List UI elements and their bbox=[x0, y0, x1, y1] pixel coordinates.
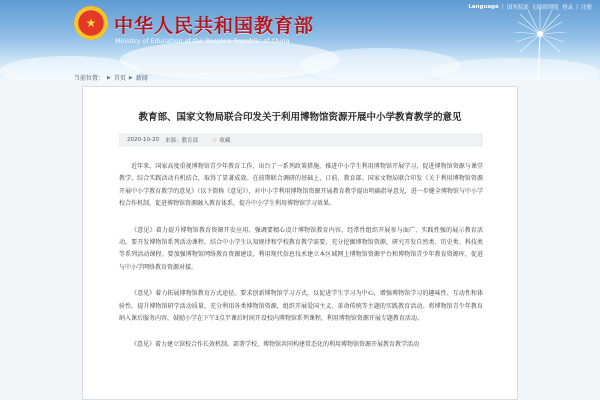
article-title: 教育部、国家文物局联合印发关于利用博物馆资源开展中小学教育教学的意见 bbox=[138, 112, 462, 123]
favorite-label: 收藏 bbox=[219, 138, 231, 144]
article-meta-bar bbox=[119, 133, 483, 147]
breadcrumb-item-home[interactable]: 首页 bbox=[113, 75, 126, 82]
top-nav-link[interactable]: 注册 bbox=[580, 5, 592, 11]
top-nav-link[interactable]: 无障碍浏览 bbox=[531, 5, 560, 11]
article-paragraph: 《意见》着力建立馆校合作长效机制。部署学校、博物馆共同构建常态化的利用博物馆资源开展教育教学活动 bbox=[131, 341, 420, 349]
national-emblem-icon[interactable]: ★ bbox=[74, 6, 108, 40]
top-nav: Language | 国务院部 无障碍浏览 登录 | 注册 bbox=[468, 4, 592, 11]
dandelion-icon bbox=[500, 4, 580, 80]
article-body bbox=[119, 161, 483, 366]
language-link[interactable]: Language bbox=[468, 4, 499, 10]
breadcrumb-prefix: 当前位置： bbox=[74, 75, 105, 82]
breadcrumb bbox=[74, 73, 148, 82]
favorite-button[interactable] bbox=[212, 136, 230, 144]
article-paragraph: 《意见》着力拓展博物馆教育方式途径。要求创新博物馆学习方式，以促进学生学习为中心，增强博物馆学习的趣味性、互动性和体验性。提升博物馆研学活动质量，充分利用各类博物馆资源，组织开展爱国主义、革命传统等主题的实践教育活动。将博物馆青少年教育纳入课后服务内容，鼓励小学在下午3点半课后时间开设校内博物馆系列课程，利用博物馆资源开展专题教育活动。 bbox=[119, 290, 483, 323]
top-nav-link[interactable]: 登录 bbox=[562, 5, 574, 11]
article-source: 来源：教育部 bbox=[164, 138, 198, 144]
article-card bbox=[82, 86, 518, 400]
chevron-right-icon: ▶ bbox=[107, 74, 111, 81]
breadcrumb-item-news[interactable]: 新闻 bbox=[135, 75, 148, 82]
top-nav-link[interactable]: 国务院部 bbox=[506, 5, 529, 11]
site-subtitle: Ministry of Education of the People's Republic of China bbox=[115, 38, 290, 45]
chevron-right-icon: ▶ bbox=[128, 74, 133, 81]
article-paragraph: 《意见》着力提升博物馆教育资源开发应用。强调要精心设计博物馆教育内容，经常性组织开展参与面广、实践性强的展示教育活动。要开发博物馆系列活动课程，结合中小学生认知规律和学校教育教学需要，充分挖掘博物馆资源，研究开发自然类、历史类、科技类等系列活动课程。要加强博物馆网络教育资源建设，利用现代信息技术建立本区域网上博物馆资源平台和博物馆青少年教育资源库，促进与中小学网络教育资源对接。 bbox=[119, 226, 483, 271]
article-paragraph: 近年来，国家高度重视博物馆青少年教育工作，出台了一系列政策措施，推进中小学生利用博物馆开展学习，促进博物馆资源与课堂教学、综合实践活动有机结合，取得了显著成效。在前期联合调研的基础上，日前，教育部、国家文物局联合印发《关于利用博物馆资源开展中小学教育教学的意见》（以下简称《意见》），对中小学利用博物馆资源开展教育教学提出明确指导意见，进一步健全博物馆与中小学校合作机制，促进博物馆资源融入教育体系，提升中小学生利用博物馆学习效果。 bbox=[119, 163, 483, 208]
site-header bbox=[0, 0, 600, 80]
site-title[interactable]: 中华人民共和国教育部 bbox=[114, 15, 315, 37]
star-icon: ☆ bbox=[211, 136, 218, 144]
article-date: 2020-10-20 bbox=[127, 137, 159, 143]
